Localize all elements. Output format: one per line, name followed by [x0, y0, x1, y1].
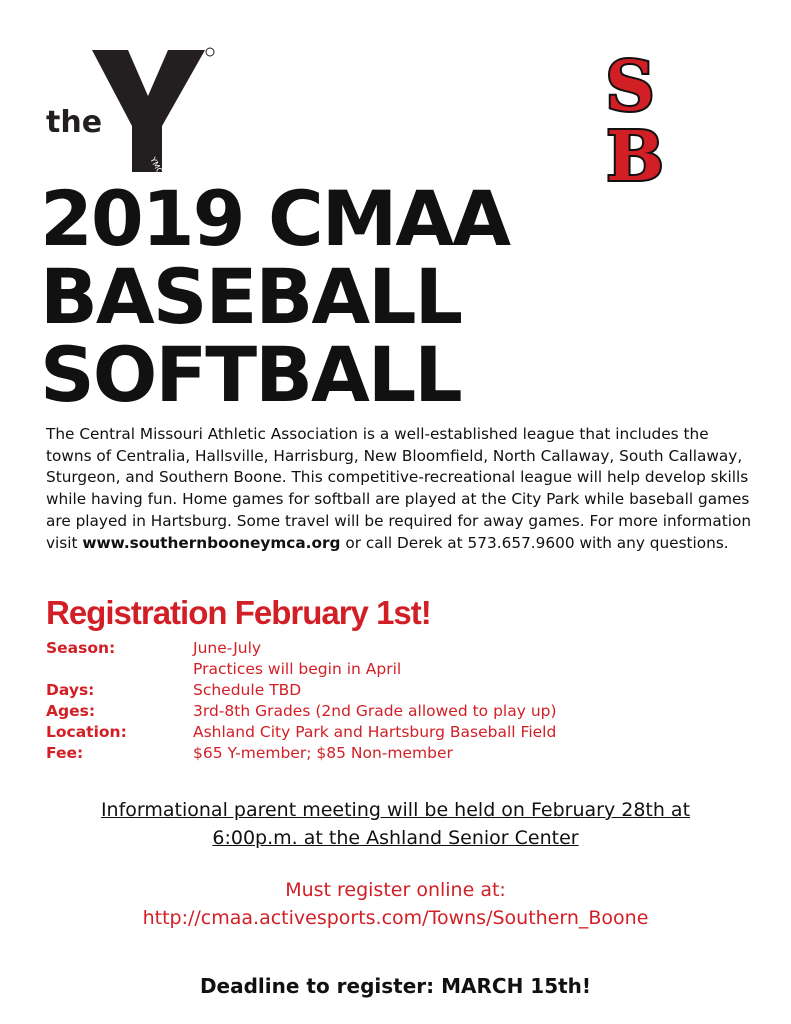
details-row-practices	[46, 659, 746, 680]
registration-url-link[interactable]: http://cmaa.activesports.com/Towns/Southern_Boone	[142, 907, 649, 929]
southern-boone-logo	[583, 50, 677, 192]
details-value: June-July	[193, 639, 262, 657]
online-registration	[40, 876, 751, 932]
parent-meeting-notice	[40, 796, 751, 852]
title-line-1: 2019 CMAA	[40, 174, 510, 263]
details-label: Days:	[46, 681, 95, 699]
website-link[interactable]: www.southernbooneymca.org	[82, 533, 341, 552]
details-label: Ages:	[46, 702, 96, 720]
details-row-season	[46, 638, 746, 659]
league-description	[46, 424, 752, 554]
sb-logo-letter-s: S	[605, 50, 655, 127]
details-label: Location:	[46, 723, 127, 741]
details-row-fee	[46, 743, 746, 764]
ymca-logo	[40, 44, 220, 174]
meeting-line-2: 6:00p.m. at the Ashland Senior Center	[212, 827, 579, 849]
online-register-label: Must register online at:	[285, 879, 506, 901]
title-line-2: BASEBALL	[40, 252, 461, 341]
registration-deadline: Deadline to register: MARCH 15th!	[199, 974, 592, 998]
details-value: Ashland City Park and Hartsburg Baseball Field	[193, 723, 557, 741]
details-row-ages	[46, 701, 746, 722]
title-line-3: SOFTBALL	[40, 330, 461, 419]
registered-icon	[206, 48, 214, 56]
details-value: $65 Y-member; $85 Non-member	[193, 744, 453, 762]
details-row-days	[46, 680, 746, 701]
description-contact: or call Derek at 573.657.9600 with any questions.	[345, 533, 729, 552]
details-value: Schedule TBD	[193, 681, 302, 699]
details-label: Season:	[46, 639, 116, 657]
description-text: The Central Missouri Athletic Association is a well-established league that includes the towns of Centralia, Hallsville, Harrisburg, New Bloomfield, North Callaway, South Callaway, Sturgeon, and Southern Boone. This competitive-recreational league will help develop skills while having fun. Home games for softball are played at the City Park while baseball games are played in Hartsburg. Some travel will be required for away games. For more information visit	[46, 425, 752, 552]
details-label	[46, 659, 193, 680]
sb-logo-letter-b: B	[606, 117, 664, 192]
details-row-location	[46, 722, 746, 743]
ymca-logo-the-text: the	[46, 105, 103, 140]
details-list	[46, 638, 746, 764]
details-label: Fee:	[46, 744, 84, 762]
details-value: Practices will begin in April	[193, 660, 402, 678]
ymca-y-mark-icon	[92, 50, 205, 172]
sb-logo-text: SB	[583, 50, 585, 51]
page-title	[40, 174, 580, 419]
details-value: 3rd-8th Grades (2nd Grade allowed to play up)	[193, 702, 557, 720]
meeting-line-1: Informational parent meeting will be held on February 28th at	[100, 799, 691, 821]
registration-heading: Registration February 1st!	[46, 594, 431, 631]
ymca-logo-mark-text: YMCA	[148, 155, 167, 174]
